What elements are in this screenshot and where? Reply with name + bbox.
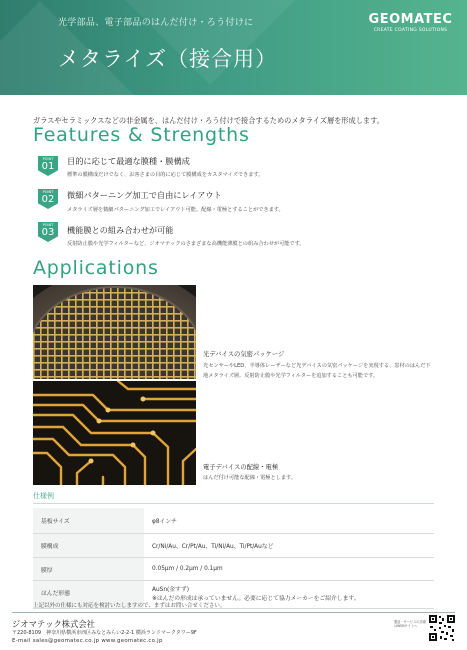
company-logo bbox=[363, 12, 458, 33]
table-row bbox=[33, 558, 434, 581]
logo-tagline: CREATE COATING SOLUTIONS bbox=[373, 28, 448, 33]
table-row bbox=[33, 508, 434, 534]
header-subtitle: 光学部品、電子部品のはんだ付け・ろう付けに bbox=[58, 18, 254, 28]
feature-description: メタライズ層を微細パターニング加工でレイアウト可能。配線・電極とすることができます。 bbox=[67, 207, 284, 213]
point-badge-03 bbox=[38, 222, 58, 242]
spec-label: 膜厚 bbox=[33, 558, 144, 581]
application-title: 光デバイスの気密パッケージ bbox=[203, 351, 285, 358]
logo-name: GEOMATEC bbox=[368, 12, 453, 27]
application-description: 光センサーやLED、半導体レーザーなど光デバイスの気密パッケージを実現する、窓材のはんだ下地メタライズ層。反射防止膜や光学フィルターを追加することも可能です。 bbox=[203, 363, 431, 379]
spec-label: 膜構成 bbox=[33, 534, 144, 558]
spec-value: 0.05μm / 0.2μm / 0.1μm bbox=[144, 558, 434, 581]
optical-package-photo bbox=[33, 285, 196, 379]
application-title: 電子デバイスの配線・電極 bbox=[203, 464, 279, 471]
application-description: はんだ付け可能な配線・電極とします。 bbox=[203, 475, 296, 481]
badge-label: POINT bbox=[42, 157, 54, 161]
feature-description: 標準の膜構成だけでなく、お客さまの目的に応じて膜構成をカスタマイズできます。 bbox=[67, 172, 264, 178]
company-name: ジオマテック株式会社 bbox=[12, 619, 95, 629]
qr-label: 製品・サービスの詳細はWEBサイトへ bbox=[394, 620, 426, 628]
header-banner bbox=[0, 0, 467, 95]
contact-info: E-mail sales@geomatec.co.jp www.geomatec.co.jp bbox=[12, 638, 163, 644]
badge-number: 01 bbox=[41, 161, 55, 172]
badge-label: POINT bbox=[42, 190, 54, 194]
qr-code-icon bbox=[428, 614, 456, 642]
applications-heading: Applications bbox=[33, 257, 159, 279]
point-badge-01 bbox=[38, 156, 58, 176]
company-address: 〒220-8109 神奈川県横浜市西区みなとみらい2-2-1 横浜ランドマークタワー9F bbox=[12, 630, 197, 636]
spec-value: Cr/Ni/Au、Cr/Pt/Au、Ti/Ni/Au、Ti/Pt/Auなど bbox=[144, 534, 434, 558]
spec-note: 上記以外の仕様にも対応を検討いたしますので、まずはお問い合せください。 bbox=[33, 603, 226, 609]
feature-title: 目的に応じて最適な膜種・膜構成 bbox=[67, 156, 190, 166]
feature-title: 機能膜との組み合わせが可能 bbox=[67, 225, 174, 235]
page-title: メタライズ（接合用） bbox=[58, 47, 278, 71]
feature-description: 反射防止膜や光学フィルターなど、ジオマテックのさまざまな高機能薄膜との組み合わせが可能です。 bbox=[67, 241, 305, 247]
badge-number: 02 bbox=[41, 194, 55, 205]
features-heading: Features & Strengths bbox=[33, 124, 250, 146]
divider bbox=[33, 503, 434, 504]
spec-table bbox=[33, 508, 434, 609]
table-row bbox=[33, 534, 434, 558]
spec-label: 基板サイズ bbox=[33, 508, 144, 534]
intro-text: ガラスやセラミックスなどの非金属を、はんだ付け・ろう付けで接合するためのメタライズ層を形成します。 bbox=[33, 116, 384, 125]
spec-value: AuSn(金すず) bbox=[152, 586, 189, 593]
badge-number: 03 bbox=[41, 227, 55, 238]
specs-heading: 仕様例 bbox=[33, 492, 54, 500]
pcb-wiring-photo bbox=[33, 381, 196, 485]
spec-value-note: ※はんだの形成は承っていません。必要に応じて協力メーカーをご紹介します。 bbox=[152, 595, 360, 602]
spec-label: はんだ形態 bbox=[33, 581, 144, 609]
footer-divider bbox=[12, 612, 455, 613]
feature-title: 微細パターニング加工で自由にレイアウト bbox=[67, 190, 222, 200]
badge-label: POINT bbox=[42, 223, 54, 227]
spec-value: φ8インチ bbox=[144, 508, 434, 534]
point-badge-02 bbox=[38, 189, 58, 209]
